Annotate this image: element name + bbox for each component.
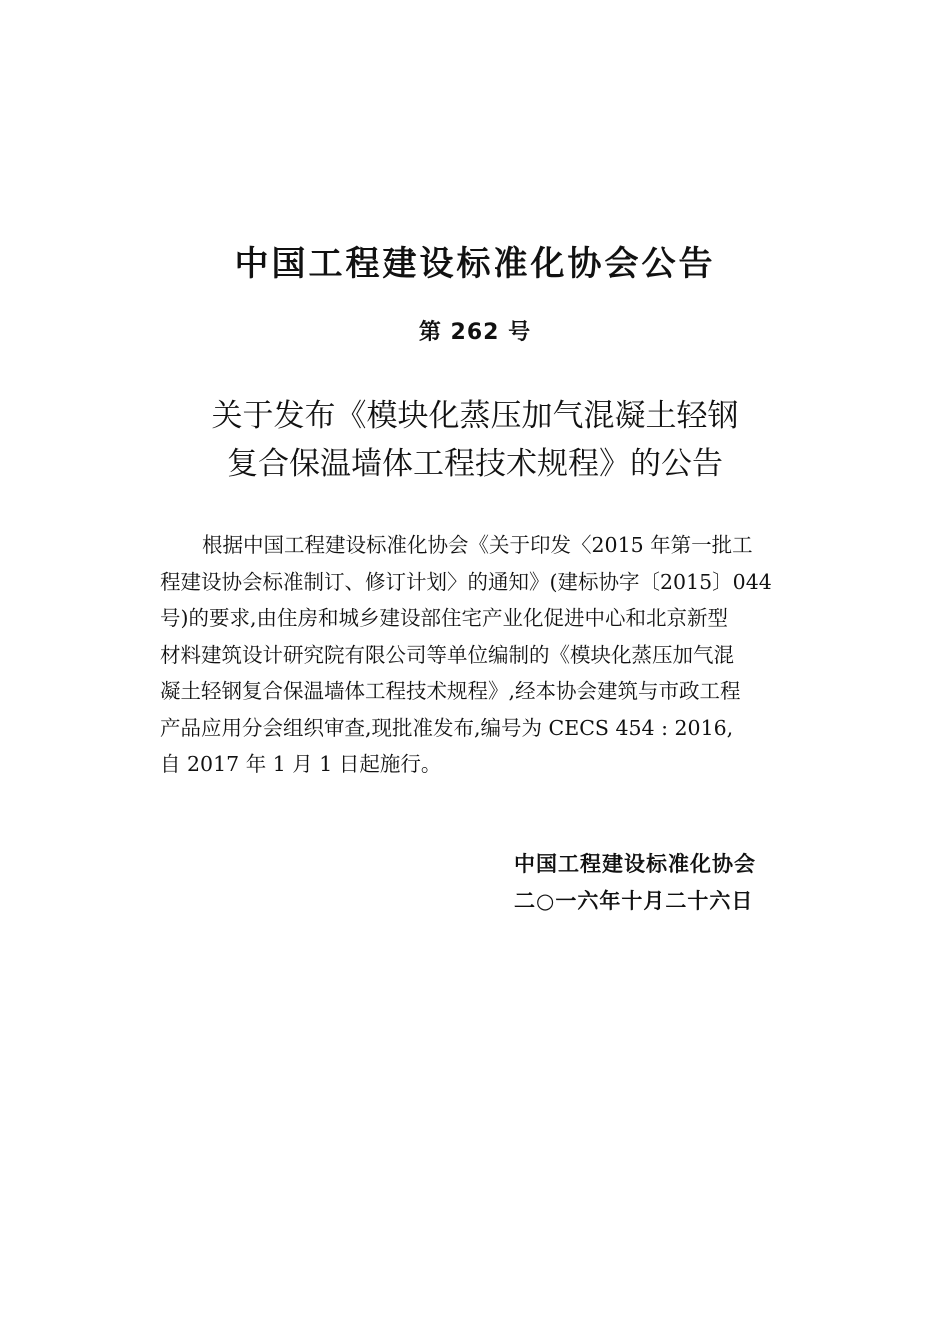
body-line-7: 自 2017 年 1 月 1 日起施行。: [160, 752, 442, 776]
body-line-5: 凝土轻钢复合保温墙体工程技术规程》,经本协会建筑与市政工程: [160, 679, 741, 703]
signature-date: 二○一六年十月二十六日: [514, 889, 754, 913]
notice-title: [0, 392, 950, 488]
body-line-6: 产品应用分会组织审查,现批准发布,编号为 CECS 454 : 2016,: [160, 715, 734, 740]
body-line-1: 根据中国工程建设标准化协会《关于印发〈2015 年第一批工: [202, 533, 753, 557]
announcement-body: [160, 527, 822, 783]
notice-title-line-1: 关于发布《模块化蒸压加气混凝土轻钢: [211, 398, 739, 434]
org-title: 中国工程建设标准化协会公告: [234, 244, 716, 284]
signature-block: [514, 846, 814, 920]
body-line-3: 号)的要求,由住房和城乡建设部住宅产业化促进中心和北京新型: [160, 606, 729, 630]
notice-title-line-2: 复合保温墙体工程技术规程》的公告: [227, 446, 723, 482]
body-line-4: 材料建筑设计研究院有限公司等单位编制的《模块化蒸压加气混: [160, 642, 734, 667]
announcement-number: 第 262 号: [418, 320, 532, 345]
signature-organization: 中国工程建设标准化协会: [514, 852, 756, 876]
body-line-2: 程建设协会标准制订、修订计划〉的通知》(建标协字〔2015〕044: [160, 569, 772, 594]
